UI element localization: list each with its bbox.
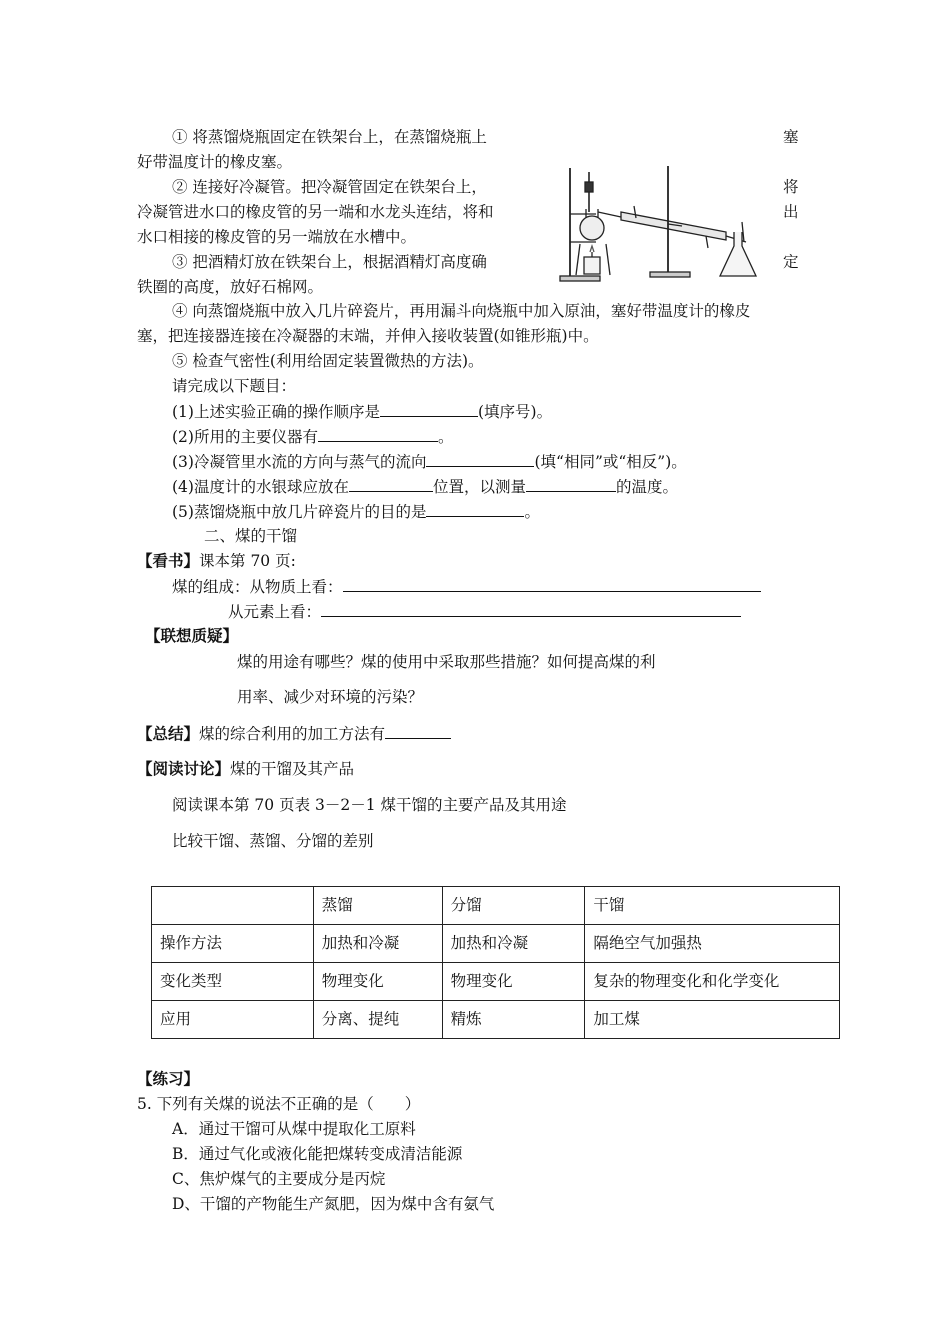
practice-label: 【练习】 <box>137 1069 200 1088</box>
question-1-text: (1)上述实验正确的操作顺序是 <box>172 403 380 421</box>
step-4-line-1: ④ 向蒸馏烧瓶中放入几片碎瓷片，再用漏斗向烧瓶中加入原油，塞好带温度计的橡皮 <box>172 302 751 320</box>
step-4-line-2: 塞，把连接器连接在冷凝器的末端，并伸入接收装置(如锥形瓶)中。 <box>137 327 599 345</box>
section-heading: 二、煤的干馏 <box>204 527 298 545</box>
summary-blank[interactable] <box>385 723 451 739</box>
step-2-line-3: 水口相接的橡皮管的另一端放在水槽中。 <box>137 228 417 246</box>
question-4 <box>172 476 678 497</box>
question-2-text: (2)所用的主要仪器有 <box>172 428 318 446</box>
table-cell: 精炼 <box>442 1001 585 1039</box>
table-cell: 复杂的物理变化和化学变化 <box>585 963 840 1001</box>
table-cell: 分离、提纯 <box>313 1001 442 1039</box>
question-4-blank-2[interactable] <box>526 476 616 492</box>
step-1-tail: 塞 <box>783 128 799 146</box>
question-3-text: (3)冷凝管里水流的方向与蒸气的流向 <box>172 453 427 471</box>
step-5: ⑤ 检查气密性(利用给固定装置微热的方法)。 <box>172 352 484 370</box>
table-cell: 物理变化 <box>442 963 585 1001</box>
practice-option-d[interactable]: D、干馏的产物能生产氮肥，因为煤中含有氨气 <box>172 1195 495 1213</box>
step-1-line-1: ① 将蒸馏烧瓶固定在铁架台上，在蒸馏烧瓶上 <box>172 128 487 146</box>
practice-option-b[interactable]: B．通过气化或液化能把煤转变成清洁能源 <box>172 1145 463 1163</box>
comparison-table <box>151 886 840 1039</box>
step-1-line-2: 好带温度计的橡皮塞。 <box>137 153 293 171</box>
composition-material-text: 煤的组成：从物质上看： <box>172 578 343 596</box>
distillation-apparatus-figure <box>556 162 774 284</box>
table-cell: 应用 <box>152 1001 314 1039</box>
question-3-blank[interactable] <box>426 451 534 467</box>
question-2 <box>172 426 453 447</box>
table-row <box>152 1001 840 1039</box>
composition-element-text: 从元素上看： <box>228 603 322 621</box>
question-5-text: (5)蒸馏烧瓶中放几片碎瓷片的目的是 <box>172 503 427 521</box>
table-cell: 加热和冷凝 <box>313 925 442 963</box>
composition-material-blank[interactable] <box>343 576 761 592</box>
question-4-blank-1[interactable] <box>349 476 433 492</box>
question-2-tail: 。 <box>437 428 454 446</box>
composition-element <box>228 601 741 622</box>
read-book-line <box>137 551 296 571</box>
table-cell: 操作方法 <box>152 925 314 963</box>
practice-option-a[interactable]: A．通过干馏可从煤中提取化工原料 <box>172 1120 416 1138</box>
discuss-line <box>137 759 354 779</box>
table-row <box>152 925 840 963</box>
think-label: 【联想质疑】 <box>145 626 239 645</box>
table-header-cell: 蒸馏 <box>313 887 442 925</box>
table-cell: 加热和冷凝 <box>442 925 585 963</box>
summary-label: 【总结】 <box>137 724 200 743</box>
table-header-cell: 分馏 <box>442 887 585 925</box>
question-2-blank[interactable] <box>318 426 438 442</box>
step-2-line-1: ② 连接好冷凝管。把冷凝管固定在铁架台上， <box>172 178 487 196</box>
summary-line <box>137 723 451 744</box>
question-1 <box>172 401 552 422</box>
question-4-middle: 位置，以测量 <box>432 478 526 496</box>
table-cell: 隔绝空气加强热 <box>585 925 840 963</box>
composition-material <box>172 576 761 597</box>
discuss-line-1: 阅读课本第 70 页表 3－2－1 煤干馏的主要产品及其用途 <box>172 796 567 814</box>
question-5 <box>172 501 540 522</box>
question-5-blank[interactable] <box>426 501 524 517</box>
step-3-tail: 定 <box>783 253 799 271</box>
question-3 <box>172 451 687 472</box>
step-3-line-2: 铁圈的高度，放好石棉网。 <box>137 278 324 296</box>
think-text-1: 煤的用途有哪些？煤的使用中采取那些措施？如何提高煤的利 <box>237 653 656 671</box>
question-4-tail: 的温度。 <box>615 478 678 496</box>
composition-element-blank[interactable] <box>321 601 741 617</box>
questions-intro: 请完成以下题目： <box>172 377 297 395</box>
read-book-label: 【看书】 <box>137 551 200 570</box>
table-header-cell <box>152 887 314 925</box>
step-2-line-2: 冷凝管进水口的橡皮管的另一端和水龙头连结，将和 <box>137 203 494 221</box>
step-3-line-1: ③ 把酒精灯放在铁架台上，根据酒精灯高度确 <box>172 253 487 271</box>
table-cell: 物理变化 <box>313 963 442 1001</box>
question-5-tail: 。 <box>524 503 540 521</box>
read-book-text: 课本第 70 页: <box>199 552 296 570</box>
summary-text: 煤的综合利用的加工方法有 <box>199 725 386 743</box>
table-header-cell: 干馏 <box>585 887 840 925</box>
table-cell: 加工煤 <box>585 1001 840 1039</box>
table-row <box>152 963 840 1001</box>
question-4-text: (4)温度计的水银球应放在 <box>172 478 349 496</box>
table-cell: 变化类型 <box>152 963 314 1001</box>
discuss-text: 煤的干馏及其产品 <box>230 760 355 778</box>
question-3-tail: (填“相同”或“相反”)。 <box>534 453 687 471</box>
discuss-label: 【阅读讨论】 <box>137 759 231 778</box>
discuss-line-2: 比较干馏、蒸馏、分馏的差别 <box>172 832 374 850</box>
question-1-tail: (填序号)。 <box>477 403 553 421</box>
think-text-2: 用率、减少对环境的污染？ <box>237 688 424 706</box>
step-2-tail: 将 <box>783 178 799 196</box>
step-2-tail-2: 出 <box>783 203 799 221</box>
practice-question: 5. 下列有关煤的说法不正确的是（ ） <box>137 1095 421 1113</box>
table-header-row <box>152 887 840 925</box>
practice-option-c[interactable]: C、焦炉煤气的主要成分是丙烷 <box>172 1170 386 1188</box>
question-1-blank[interactable] <box>380 401 478 417</box>
